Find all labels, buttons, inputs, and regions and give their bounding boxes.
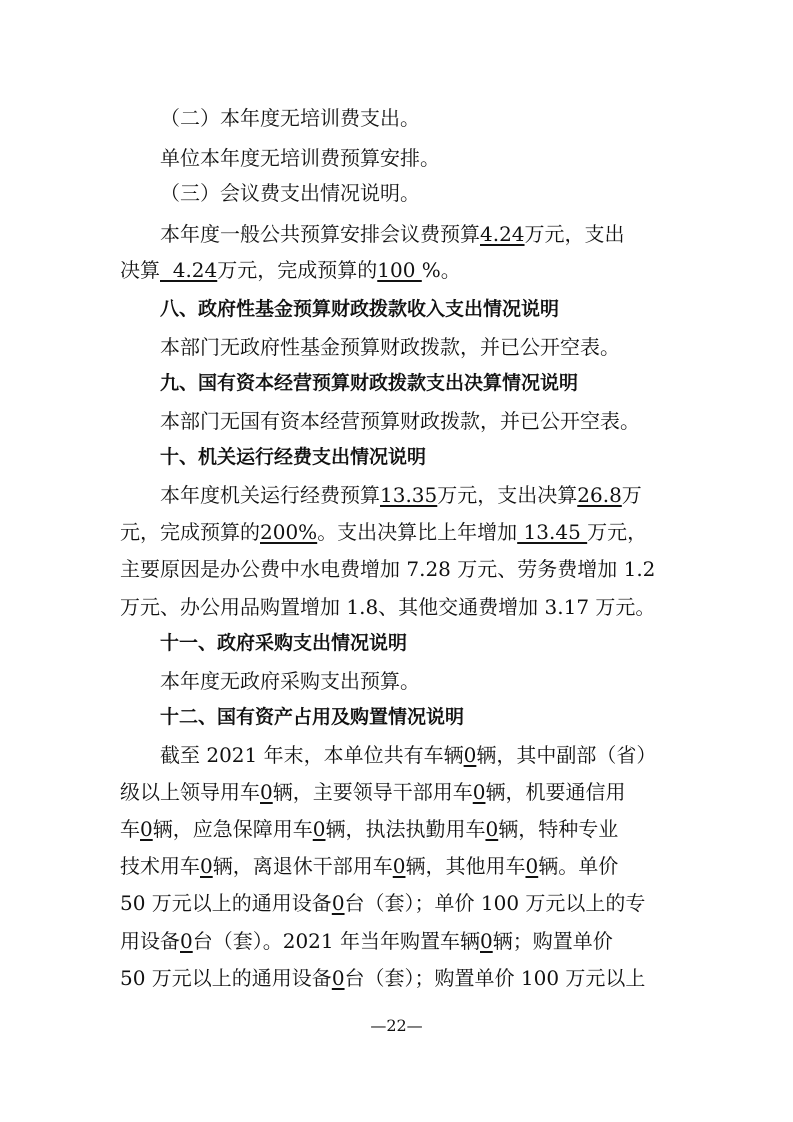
section-10-heading: 十、机关运行经费支出情况说明 — [160, 446, 427, 468]
assets-line-5: 50 万元以上的通用设备0台（套）；单价 100 万元以上的专 — [120, 891, 646, 915]
meeting-percent-value: 100 — [377, 258, 422, 282]
section-meeting-heading: （三）会议费支出情况说明。 — [160, 181, 420, 205]
assets-line-4: 技术用车0辆，离退休干部用车0辆，其他用车0辆。单价 — [120, 854, 619, 878]
operating-increase-value: 13.45 — [517, 520, 588, 544]
section-11-heading: 十一、政府采购支出情况说明 — [160, 632, 408, 654]
assets-line-7: 50 万元以上的通用设备0台（套）；购置单价 100 万元以上 — [120, 966, 646, 990]
assets-line-3: 车0辆，应急保障用车0辆，执法执勤用车0辆，特种专业 — [120, 817, 619, 841]
section-8-text: 本部门无政府性基金预算财政拨款，并已公开空表。 — [160, 335, 620, 359]
section-11-text: 本年度无政府采购支出预算。 — [160, 669, 420, 693]
operating-line-1: 本年度机关运行经费预算13.35万元，支出决算26.8万 — [160, 483, 642, 507]
section-training-text: 单位本年度无培训费预算安排。 — [160, 146, 440, 170]
page-number: —22— — [370, 1016, 423, 1035]
operating-line-4: 万元、办公用品购置增加 1.8、其他交通费增加 3.17 万元。 — [120, 595, 656, 619]
meeting-line-1: 本年度一般公共预算安排会议费预算4.24万元，支出 — [160, 222, 625, 246]
section-8-heading: 八、政府性基金预算财政拨款收入支出情况说明 — [160, 298, 560, 320]
operating-line-3: 主要原因是办公费中水电费增加 7.28 万元、劳务费增加 1.2 — [120, 557, 656, 581]
meeting-final-value: 4.24 — [160, 258, 218, 282]
operating-line-2: 元，完成预算的200%。支出决算比上年增加 13.45 万元， — [120, 520, 648, 544]
assets-line-2: 级以上领导用车0辆，主要领导干部用车0辆，机要通信用 — [120, 780, 626, 804]
assets-line-6: 用设备0台（套）。2021 年当年购置车辆0辆；购置单价 — [120, 929, 613, 953]
operating-percent-value: 200% — [260, 520, 318, 544]
section-12-heading: 十二、国有资产占用及购置情况说明 — [160, 706, 465, 728]
meeting-line-2: 决算 4.24万元，完成预算的100 %。 — [120, 258, 461, 282]
operating-final-value: 26.8 — [577, 483, 622, 507]
section-9-text: 本部门无国有资本经营预算财政拨款，并已公开空表。 — [160, 409, 640, 433]
section-training-heading: （二）本年度无培训费支出。 — [160, 106, 420, 130]
section-9-heading: 九、国有资本经营预算财政拨款支出决算情况说明 — [160, 372, 579, 394]
meeting-budget-value: 4.24 — [480, 222, 525, 246]
assets-line-1: 截至 2021 年末，本单位共有车辆0辆，其中副部（省） — [160, 743, 657, 767]
operating-budget-value: 13.35 — [380, 483, 438, 507]
